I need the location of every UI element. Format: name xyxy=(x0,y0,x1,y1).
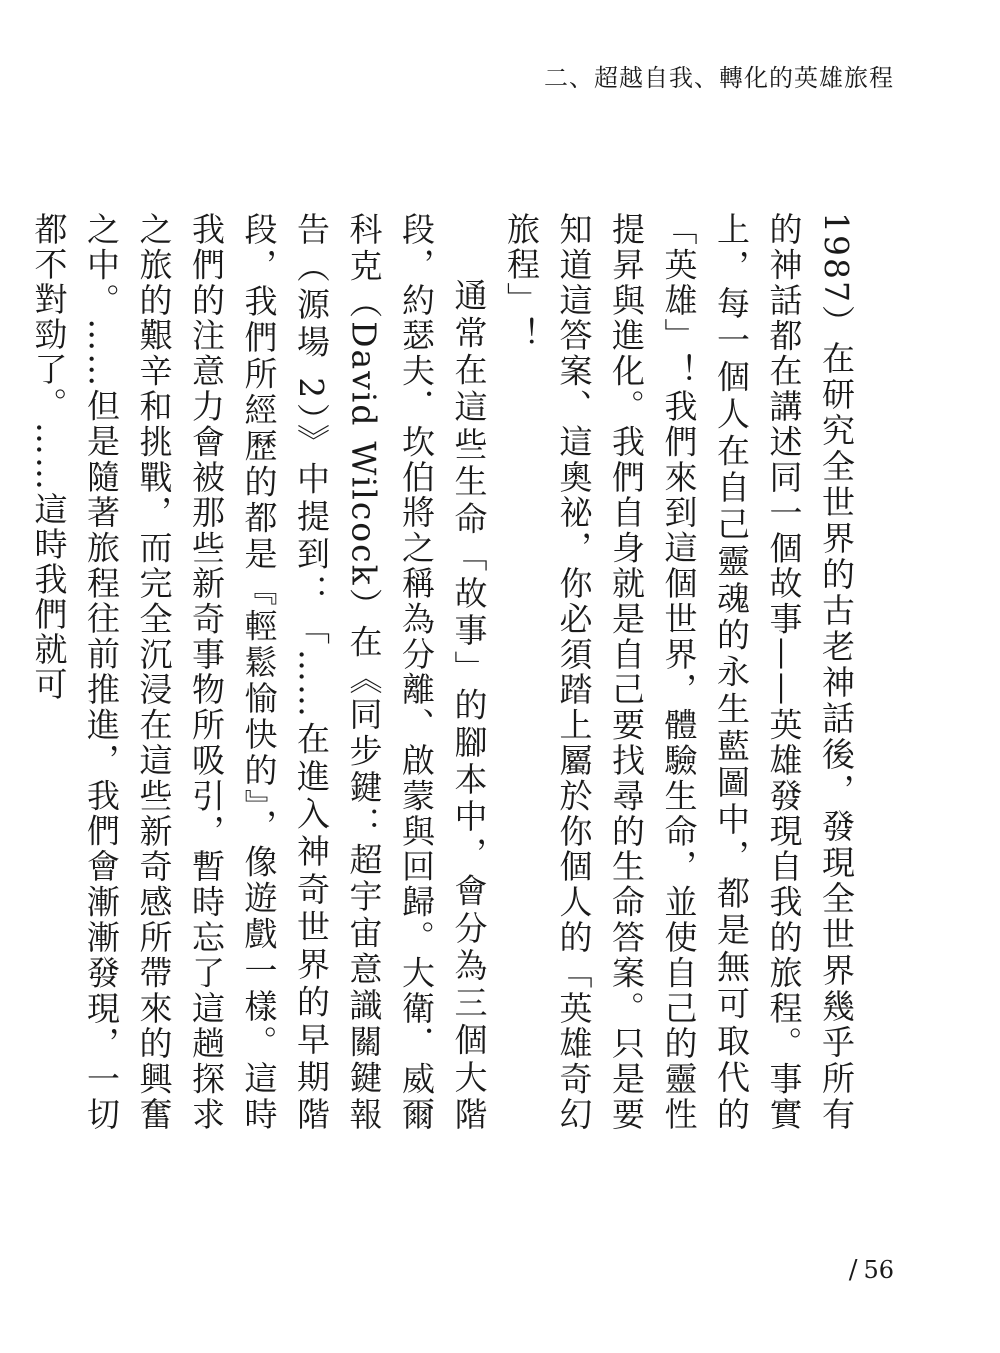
paragraph-second: 通常在這些生命「故事」的腳本中，會分為三個大階段，約瑟夫．坎伯將之稱為分離、啟蒙與回歸。大衛．威爾科克（David Wilcock）在《同步鍵：超宇宙意識關鍵報告（源場 2）》中提到：「……在進入神奇世界的早期階段，我們所經歷的都是『輕鬆愉快的』，像遊戲一樣。這時我們的注意力會被那些新奇事物所吸引，暫時忘了這趟探求之旅的艱辛和挑戰，而完全沉浸在這些新奇感所帶來的興奮之中。……但是隨著旅程往前推進，我們會漸漸發現，一切都不對勁了。……這時我們就可 xyxy=(29,212,489,1132)
running-header-title: 二、超越自我、轉化的英雄旅程 xyxy=(544,64,894,92)
paragraph-continued: 1987）在研究全世界的古老神話後，發現全世界幾乎所有的神話都在講述同一個故事——英雄發現自我的旅程。事實上，每一個人在自己靈魂的永生藍圖中，都是無可取代的「英雄」！我們來到這個世界，體驗生命，並使自己的靈性提昇與進化。我們自身就是自己要找尋的生命答案。只是要知道這答案、這奧祕，你必須踏上屬於你個人的「英雄奇幻旅程」！ xyxy=(502,212,856,1132)
page-number: 56 xyxy=(863,1256,894,1284)
vertical-text-body xyxy=(29,212,862,1132)
page-folio xyxy=(849,1255,894,1285)
folio-slash: / xyxy=(848,1255,858,1285)
